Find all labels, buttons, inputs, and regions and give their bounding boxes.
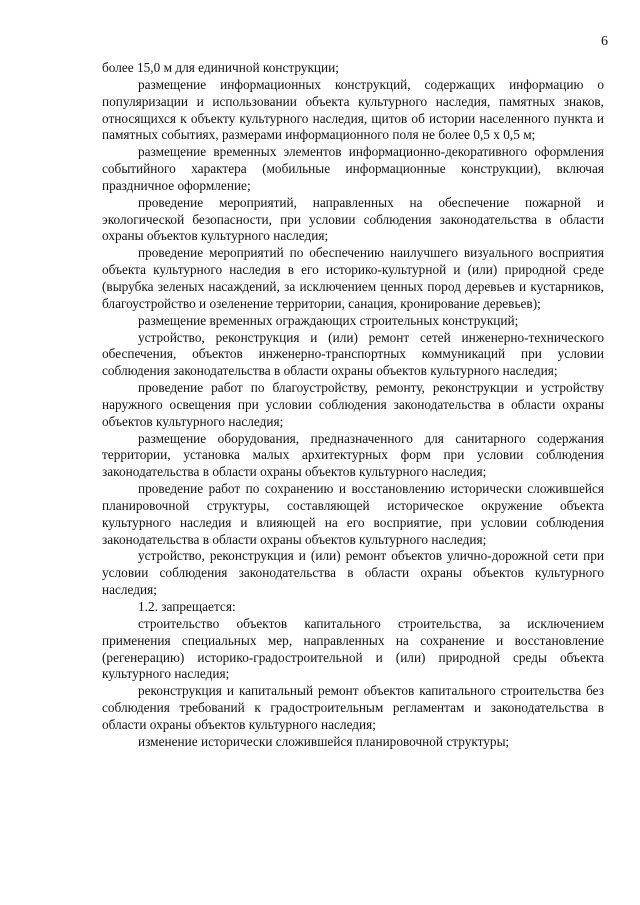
paragraph: изменение исторически сложившейся планировочной структуры; [138,733,510,749]
paragraph: размещение информационных конструкций, содержащих информацию о популяризации и использовании объекта культурного наследия, памятных знаков, относящихся к объекту культурного наследия, щитов об истории населенного пункта и памятных событиях, размерами информационного поля не более 0,5 х 0,5 м; [102,76,604,143]
page-number: 6 [601,34,608,49]
paragraph: проведение работ по благоустройству, ремонту, реконструкции и устройству наружного освещения при условии соблюдения законодательства в области охраны объектов культурного наследия; [102,380,604,429]
paragraph: строительство объектов капитального строительства, за исключением применения специальных мер, направленных на сохранение и восстановление (регенерацию) историко-градостроительной и (или) природной среды объекта культурного наследия; [102,615,604,682]
paragraph: проведение мероприятий, направленных на обеспечение пожарной и экологической безопасности, при условии соблюдения законодательства в области охраны объектов культурного наследия; [102,194,604,244]
document-body [102,60,604,751]
section-heading: 1.2. запрещается: [138,599,236,614]
paragraph: проведение работ по сохранению и восстановлению исторически сложившейся планировочной структуры, составляющей историческое окружение объекта культурного наследия и влияющей на его восприятие, при условии соблюдения законодательства в области охраны объектов культурного наследия; [102,481,604,547]
paragraph: размещение временных элементов информационно-декоративного оформления событийного характера (мобильные информационные конструкции), включая праздничное оформление; [102,144,604,193]
paragraph: реконструкция и капитальный ремонт объектов капитального строительства без соблюдения требований к градостроительным регламентам и законодательства в области охраны объектов культурного наследия; [102,683,604,732]
paragraph: размещение оборудования, предназначенного для санитарного содержания территории, установка малых архитектурных форм при условии соблюдения законодательства в области охраны объектов культурного наследия; [102,430,604,480]
paragraph: размещение временных ограждающих строительных конструкций; [138,312,519,328]
paragraph: более 15,0 м для единичной конструкции; [102,60,339,75]
paragraph: устройство, реконструкция и (или) ремонт сетей инженерно-технического обеспечения, объектов инженерно-транспортных коммуникаций при условии соблюдения законодательства в области охраны объектов культурного наследия; [102,329,604,379]
paragraph: проведение мероприятий по обеспечению наилучшего визуального восприятия объекта культурного наследия в его историко-культурной и (или) природной среде (вырубка зеленых насаждений, за исключением ценных пород деревьев и кустарников, благоустройство и озеленение территории, санация, кронирование деревьев); [102,245,604,311]
paragraph: устройство, реконструкция и (или) ремонт объектов улично-дорожной сети при условии соблюдения законодательства в области охраны объектов культурного наследия; [102,548,604,598]
